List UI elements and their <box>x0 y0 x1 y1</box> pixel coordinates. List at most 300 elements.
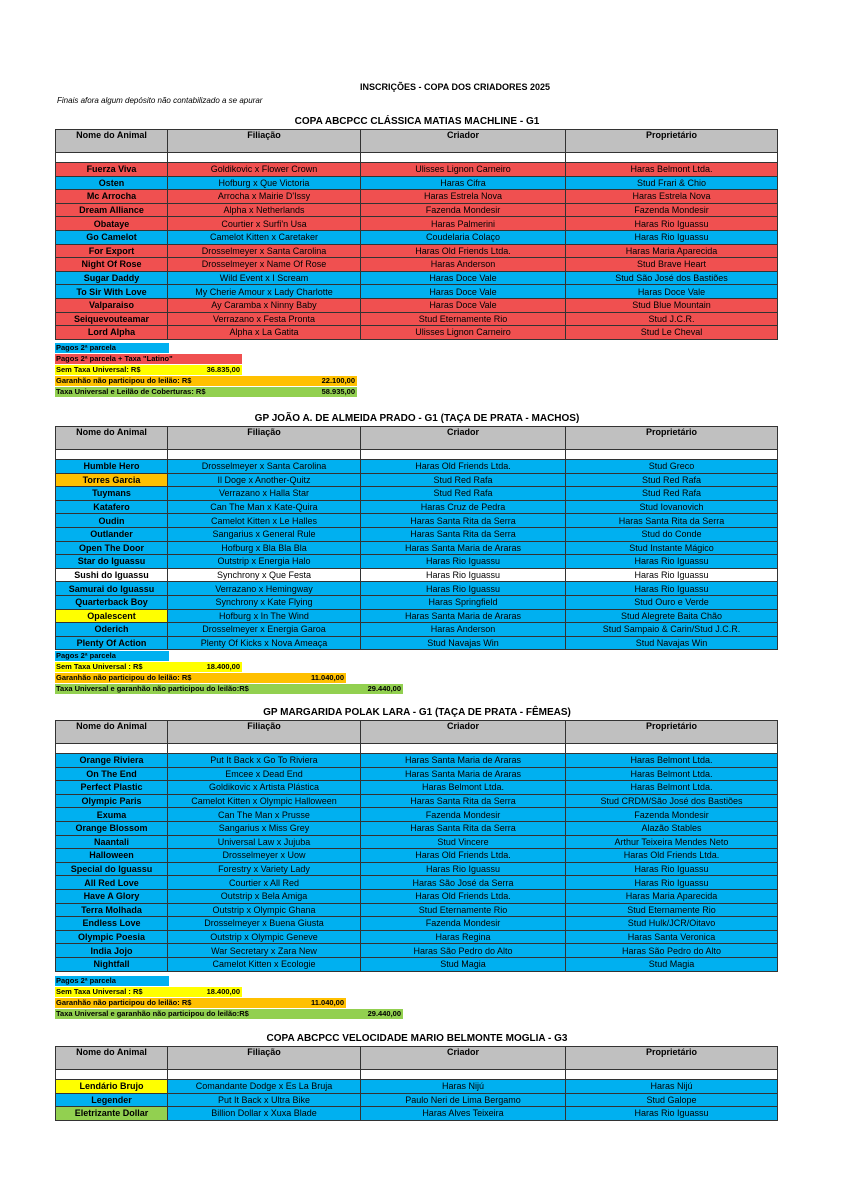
cell-proprietario: Stud São José dos Bastiões <box>566 271 778 285</box>
cell-criador: Haras São José da Serra <box>361 876 566 890</box>
cell-criador: Haras Cifra <box>361 176 566 190</box>
spacer-cell <box>361 450 566 460</box>
spacer-row <box>56 744 778 754</box>
main-title: INSCRIÇÕES - COPA DOS CRIADORES 2025 <box>359 82 551 92</box>
table-row <box>56 876 778 890</box>
cell-filiacao: Goldikovic x Artista Plástica <box>168 781 361 795</box>
column-header-filiacao: Filiação <box>168 721 361 744</box>
legend-label: Taxa Universal e garanhão não participou do leilão:R$ <box>56 1009 249 1018</box>
cell-filiacao: Camelot Kitten x Ecologie <box>168 957 361 971</box>
cell-filiacao: Comandante Dodge x Es La Bruja <box>168 1080 361 1094</box>
spacer-cell <box>566 153 778 163</box>
section-title: GP MARGARIDA POLAK LARA - G1 (TAÇA DE PRATA - FÊMEAS) <box>263 707 571 718</box>
spacer-cell <box>168 1070 361 1080</box>
cell-criador: Fazenda Mondesir <box>361 917 566 931</box>
legend-label: Sem Taxa Universal : R$ <box>56 662 143 671</box>
spacer-cell <box>361 1070 566 1080</box>
legend-label: Sem Taxa Universal: R$ <box>56 365 141 374</box>
cell-filiacao: Camelot Kitten x Olympic Halloween <box>168 794 361 808</box>
table-row <box>56 808 778 822</box>
legend-item <box>55 662 242 672</box>
cell-criador: Paulo Neri de Lima Bergamo <box>361 1093 566 1107</box>
column-header-filiacao: Filiação <box>168 130 361 153</box>
cell-name: Dream Alliance <box>56 203 168 217</box>
legend-item <box>55 365 242 375</box>
table-row <box>56 190 778 204</box>
column-header-criador: Criador <box>361 130 566 153</box>
cell-proprietario: Haras Old Friends Ltda. <box>566 849 778 863</box>
legend-value: 18.400,00 <box>206 987 240 996</box>
cell-proprietario: Stud do Conde <box>566 527 778 541</box>
cell-name: Quarterback Boy <box>56 595 168 609</box>
legend-item <box>55 998 346 1008</box>
cell-filiacao: Put It Back x Ultra Bike <box>168 1093 361 1107</box>
cell-criador: Haras Santa Maria de Araras <box>361 541 566 555</box>
legend-label: Taxa Universal e garanhão não participou do leilão:R$ <box>56 684 249 693</box>
table-row <box>56 889 778 903</box>
spacer-cell <box>168 744 361 754</box>
legend-label: Garanhão não participou do leilão: R$ <box>56 673 192 682</box>
legend-value: 29.440,00 <box>367 1009 401 1018</box>
cell-proprietario: Haras Belmont Ltda. <box>566 781 778 795</box>
cell-proprietario: Stud Red Rafa <box>566 473 778 487</box>
legend-value: 11.040,00 <box>311 998 344 1007</box>
cell-filiacao: Outstrip x Olympic Ghana <box>168 903 361 917</box>
cell-name: Torres Garcia <box>56 473 168 487</box>
cell-name: Exuma <box>56 808 168 822</box>
cell-proprietario: Haras Belmont Ltda. <box>566 754 778 768</box>
cell-proprietario: Haras Rio Iguassu <box>566 230 778 244</box>
cell-name: Obataye <box>56 217 168 231</box>
section-title: GP JOÃO A. DE ALMEIDA PRADO - G1 (TAÇA DE PRATA - MACHOS) <box>254 413 580 424</box>
cell-name: Star do Iguassu <box>56 555 168 569</box>
column-header-filiacao: Filiação <box>168 1047 361 1070</box>
cell-criador: Haras Santa Rita da Serra <box>361 821 566 835</box>
table-row <box>56 541 778 555</box>
registration-table <box>55 1046 778 1121</box>
cell-proprietario: Stud Ouro e Verde <box>566 595 778 609</box>
cell-filiacao: Can The Man x Prusse <box>168 808 361 822</box>
table-row <box>56 298 778 312</box>
cell-name: Perfect Plastic <box>56 781 168 795</box>
cell-name: Plenty Of Action <box>56 636 168 650</box>
table-row <box>56 203 778 217</box>
spacer-cell <box>56 153 168 163</box>
column-header-criador: Criador <box>361 427 566 450</box>
cell-criador: Haras Springfield <box>361 595 566 609</box>
column-header-name: Nome do Animal <box>56 1047 168 1070</box>
table-row <box>56 176 778 190</box>
cell-criador: Stud Eternamente Rio <box>361 903 566 917</box>
cell-filiacao: Alpha x Netherlands <box>168 203 361 217</box>
column-header-name: Nome do Animal <box>56 721 168 744</box>
column-header-name: Nome do Animal <box>56 130 168 153</box>
cell-proprietario: Stud Blue Mountain <box>566 298 778 312</box>
legend-item <box>55 976 169 986</box>
table-row <box>56 781 778 795</box>
cell-proprietario: Stud Sampaio & Carin/Stud J.C.R. <box>566 623 778 637</box>
cell-name: To Sir With Love <box>56 285 168 299</box>
table-row <box>56 944 778 958</box>
cell-criador: Haras Palmerini <box>361 217 566 231</box>
table-row <box>56 568 778 582</box>
cell-criador: Haras Santa Maria de Araras <box>361 609 566 623</box>
cell-filiacao: Alpha x La Gatita <box>168 326 361 340</box>
spacer-cell <box>566 1070 778 1080</box>
cell-criador: Haras Doce Vale <box>361 271 566 285</box>
cell-proprietario: Haras Maria Aparecida <box>566 244 778 258</box>
cell-name: Eletrizante Dollar <box>56 1107 168 1121</box>
table-row <box>56 460 778 474</box>
cell-name: Orange Riviera <box>56 754 168 768</box>
cell-proprietario: Haras Rio Iguassu <box>566 582 778 596</box>
cell-criador: Coudelaria Colaço <box>361 230 566 244</box>
cell-name: Samurai do Iguassu <box>56 582 168 596</box>
cell-proprietario: Stud CRDM/São José dos Bastiões <box>566 794 778 808</box>
legend-value: 58.935,00 <box>321 387 355 396</box>
cell-criador: Haras Old Friends Ltda. <box>361 849 566 863</box>
table-row <box>56 835 778 849</box>
spacer-cell <box>56 744 168 754</box>
spacer-cell <box>361 744 566 754</box>
cell-filiacao: Verrazano x Hemingway <box>168 582 361 596</box>
table-header-row <box>56 130 778 153</box>
cell-filiacao: Universal Law x Jujuba <box>168 835 361 849</box>
cell-name: Olympic Paris <box>56 794 168 808</box>
table-row <box>56 326 778 340</box>
cell-name: Lendário Brujo <box>56 1080 168 1094</box>
cell-filiacao: Courtier x Surfi'n Usa <box>168 217 361 231</box>
legend-item <box>55 354 242 364</box>
cell-criador: Stud Navajas Win <box>361 636 566 650</box>
cell-name: Fuerza Viva <box>56 163 168 177</box>
table-row <box>56 487 778 501</box>
cell-name: Valparaiso <box>56 298 168 312</box>
cell-proprietario: Stud Alegrete Baita Chão <box>566 609 778 623</box>
spacer-cell <box>168 450 361 460</box>
cell-name: Oudin <box>56 514 168 528</box>
cell-proprietario: Haras Rio Iguassu <box>566 876 778 890</box>
table-row <box>56 258 778 272</box>
column-header-filiacao: Filiação <box>168 427 361 450</box>
legend-value: 29.440,00 <box>367 684 401 693</box>
cell-criador: Haras Doce Vale <box>361 298 566 312</box>
cell-name: Tuymans <box>56 487 168 501</box>
legend-value: 36.835,00 <box>206 365 240 374</box>
cell-criador: Haras Santa Maria de Araras <box>361 767 566 781</box>
table-row <box>56 312 778 326</box>
cell-proprietario: Stud Frari & Chio <box>566 176 778 190</box>
cell-name: Olympic Poesia <box>56 930 168 944</box>
cell-filiacao: Courtier x All Red <box>168 876 361 890</box>
cell-proprietario: Haras Nijú <box>566 1080 778 1094</box>
cell-filiacao: Drosselmeyer x Energia Garoa <box>168 623 361 637</box>
cell-proprietario: Haras Rio Iguassu <box>566 217 778 231</box>
cell-name: Halloween <box>56 849 168 863</box>
legend-value: 18.400,00 <box>206 662 240 671</box>
table-row <box>56 271 778 285</box>
cell-name: Naantali <box>56 835 168 849</box>
cell-filiacao: Outstrip x Bela Amiga <box>168 889 361 903</box>
cell-proprietario: Haras Belmont Ltda. <box>566 767 778 781</box>
cell-filiacao: Hofburg x In The Wind <box>168 609 361 623</box>
cell-name: Opalescent <box>56 609 168 623</box>
spacer-cell <box>361 153 566 163</box>
cell-filiacao: Arrocha x Mairie D'Issy <box>168 190 361 204</box>
cell-criador: Haras Santa Rita da Serra <box>361 514 566 528</box>
cell-name: Oderich <box>56 623 168 637</box>
cell-criador: Haras Rio Iguassu <box>361 862 566 876</box>
spacer-cell <box>566 450 778 460</box>
table-row <box>56 849 778 863</box>
cell-proprietario: Haras Maria Aparecida <box>566 889 778 903</box>
cell-filiacao: Camelot Kitten x Caretaker <box>168 230 361 244</box>
cell-proprietario: Stud Instante Mágico <box>566 541 778 555</box>
cell-name: Nightfall <box>56 957 168 971</box>
cell-criador: Haras Cruz de Pedra <box>361 500 566 514</box>
legend-label: Pagos 2ª parcela <box>56 343 116 352</box>
cell-proprietario: Stud Le Cheval <box>566 326 778 340</box>
table-row <box>56 609 778 623</box>
cell-proprietario: Haras Estrela Nova <box>566 190 778 204</box>
registration-table <box>55 720 778 972</box>
table-row <box>56 1107 778 1121</box>
cell-proprietario: Stud Red Rafa <box>566 487 778 501</box>
legend-item <box>55 987 242 997</box>
cell-criador: Ulisses Lignon Carneiro <box>361 326 566 340</box>
table-header-row <box>56 427 778 450</box>
cell-criador: Haras Doce Vale <box>361 285 566 299</box>
cell-criador: Stud Red Rafa <box>361 487 566 501</box>
cell-name: Special do Iguassu <box>56 862 168 876</box>
cell-name: Sushi do Iguassu <box>56 568 168 582</box>
cell-proprietario: Stud Greco <box>566 460 778 474</box>
column-header-proprietario: Proprietário <box>566 130 778 153</box>
table-row <box>56 623 778 637</box>
cell-name: For Export <box>56 244 168 258</box>
cell-proprietario: Stud Iovanovich <box>566 500 778 514</box>
spacer-row <box>56 1070 778 1080</box>
cell-proprietario: Fazenda Mondesir <box>566 203 778 217</box>
cell-proprietario: Haras São Pedro do Alto <box>566 944 778 958</box>
cell-name: Open The Door <box>56 541 168 555</box>
spacer-row <box>56 450 778 460</box>
legend-value: 22.100,00 <box>321 376 355 385</box>
cell-filiacao: Forestry x Variety Lady <box>168 862 361 876</box>
cell-criador: Haras Estrela Nova <box>361 190 566 204</box>
cell-proprietario: Haras Rio Iguassu <box>566 862 778 876</box>
cell-criador: Stud Eternamente Rio <box>361 312 566 326</box>
legend-item <box>55 387 357 397</box>
cell-proprietario: Haras Santa Veronica <box>566 930 778 944</box>
cell-filiacao: Drosselmeyer x Uow <box>168 849 361 863</box>
cell-filiacao: Can The Man x Kate-Quira <box>168 500 361 514</box>
table-row <box>56 930 778 944</box>
cell-proprietario: Alazão Stables <box>566 821 778 835</box>
column-header-proprietario: Proprietário <box>566 1047 778 1070</box>
table-row <box>56 794 778 808</box>
cell-criador: Haras Santa Rita da Serra <box>361 794 566 808</box>
cell-name: Orange Blossom <box>56 821 168 835</box>
cell-filiacao: Sangarius x General Rule <box>168 527 361 541</box>
cell-criador: Fazenda Mondesir <box>361 808 566 822</box>
cell-criador: Haras Old Friends Ltda. <box>361 889 566 903</box>
cell-criador: Fazenda Mondesir <box>361 203 566 217</box>
cell-proprietario: Haras Belmont Ltda. <box>566 163 778 177</box>
cell-filiacao: Il Doge x Another-Quitz <box>168 473 361 487</box>
column-header-proprietario: Proprietário <box>566 721 778 744</box>
cell-name: Outlander <box>56 527 168 541</box>
cell-filiacao: Drosselmeyer x Santa Carolina <box>168 244 361 258</box>
cell-criador: Haras Anderson <box>361 258 566 272</box>
spacer-cell <box>56 450 168 460</box>
legend-label: Pagos 2ª parcela <box>56 976 116 985</box>
table-row <box>56 527 778 541</box>
cell-proprietario: Stud J.C.R. <box>566 312 778 326</box>
cell-filiacao: Outstrip x Energia Halo <box>168 555 361 569</box>
table-row <box>56 285 778 299</box>
cell-proprietario: Stud Brave Heart <box>566 258 778 272</box>
cell-proprietario: Stud Magia <box>566 957 778 971</box>
cell-proprietario: Haras Rio Iguassu <box>566 555 778 569</box>
cell-filiacao: Verrazano x Halla Star <box>168 487 361 501</box>
column-header-criador: Criador <box>361 1047 566 1070</box>
cell-filiacao: Goldikovic x Flower Crown <box>168 163 361 177</box>
table-row <box>56 1093 778 1107</box>
table-row <box>56 217 778 231</box>
table-row <box>56 1080 778 1094</box>
cell-criador: Haras Regina <box>361 930 566 944</box>
cell-criador: Haras São Pedro do Alto <box>361 944 566 958</box>
cell-filiacao: Hofburg x Bla Bla Bla <box>168 541 361 555</box>
cell-name: Sugar Daddy <box>56 271 168 285</box>
registration-table <box>55 426 778 650</box>
spacer-cell <box>56 1070 168 1080</box>
column-header-proprietario: Proprietário <box>566 427 778 450</box>
cell-proprietario: Haras Rio Iguassu <box>566 1107 778 1121</box>
cell-filiacao: Hofburg x Que Victoria <box>168 176 361 190</box>
cell-name: Seiquevouteamar <box>56 312 168 326</box>
table-row <box>56 163 778 177</box>
cell-filiacao: Ay Caramba x Ninny Baby <box>168 298 361 312</box>
cell-proprietario: Stud Navajas Win <box>566 636 778 650</box>
table-row <box>56 767 778 781</box>
cell-name: On The End <box>56 767 168 781</box>
spacer-cell <box>566 744 778 754</box>
cell-filiacao: My Cherie Amour x Lady Charlotte <box>168 285 361 299</box>
cell-proprietario: Stud Hulk/JCR/Oitavo <box>566 917 778 931</box>
cell-criador: Haras Alves Teixeira <box>361 1107 566 1121</box>
legend-item <box>55 1009 403 1019</box>
cell-criador: Haras Rio Iguassu <box>361 555 566 569</box>
cell-criador: Haras Anderson <box>361 623 566 637</box>
table-row <box>56 957 778 971</box>
cell-filiacao: Verrazano x Festa Pronta <box>168 312 361 326</box>
cell-name: India Jojo <box>56 944 168 958</box>
cell-proprietario: Stud Eternamente Rio <box>566 903 778 917</box>
cell-filiacao: Drosselmeyer x Name Of Rose <box>168 258 361 272</box>
table-row <box>56 473 778 487</box>
table-row <box>56 582 778 596</box>
cell-filiacao: Billion Dollar x Xuxa Blade <box>168 1107 361 1121</box>
cell-name: Osten <box>56 176 168 190</box>
cell-name: Have A Glory <box>56 889 168 903</box>
table-row <box>56 595 778 609</box>
cell-filiacao: Synchrony x Que Festa <box>168 568 361 582</box>
legend-label: Sem Taxa Universal : R$ <box>56 987 143 996</box>
cell-criador: Haras Nijú <box>361 1080 566 1094</box>
section-title: COPA ABCPCC VELOCIDADE MARIO BELMONTE MOGLIA - G3 <box>266 1033 568 1044</box>
registration-table <box>55 129 778 340</box>
note-text: Finais afora algum depósito não contabilizado a se apurar <box>57 96 263 105</box>
table-row <box>56 555 778 569</box>
legend-label: Pagos 2ª parcela + Taxa "Latino" <box>56 354 173 363</box>
cell-filiacao: Synchrony x Kate Flying <box>168 595 361 609</box>
column-header-name: Nome do Animal <box>56 427 168 450</box>
cell-criador: Haras Santa Maria de Araras <box>361 754 566 768</box>
cell-filiacao: Sangarius x Miss Grey <box>168 821 361 835</box>
cell-criador: Stud Red Rafa <box>361 473 566 487</box>
cell-name: Katafero <box>56 500 168 514</box>
cell-filiacao: Drosselmeyer x Buena Giusta <box>168 917 361 931</box>
cell-proprietario: Haras Doce Vale <box>566 285 778 299</box>
cell-name: Go Camelot <box>56 230 168 244</box>
table-row <box>56 500 778 514</box>
cell-filiacao: Plenty Of Kicks x Nova Ameaça <box>168 636 361 650</box>
table-row <box>56 821 778 835</box>
table-row <box>56 244 778 258</box>
cell-filiacao: Outstrip x Olympic Geneve <box>168 930 361 944</box>
legend-value: 11.040,00 <box>311 673 344 682</box>
cell-criador: Haras Belmont Ltda. <box>361 781 566 795</box>
legend-item <box>55 684 403 694</box>
cell-filiacao: Put It Back x Go To Riviera <box>168 754 361 768</box>
cell-name: Lord Alpha <box>56 326 168 340</box>
table-row <box>56 862 778 876</box>
cell-criador: Stud Vincere <box>361 835 566 849</box>
cell-filiacao: Camelot Kitten x Le Halles <box>168 514 361 528</box>
section-title: COPA ABCPCC CLÁSSICA MATIAS MACHLINE - G1 <box>294 116 540 127</box>
cell-criador: Haras Old Friends Ltda. <box>361 244 566 258</box>
legend-item <box>55 651 169 661</box>
column-header-criador: Criador <box>361 721 566 744</box>
cell-criador: Haras Santa Rita da Serra <box>361 527 566 541</box>
cell-filiacao: Drosselmeyer x Santa Carolina <box>168 460 361 474</box>
legend-item <box>55 376 357 386</box>
table-header-row <box>56 721 778 744</box>
cell-criador: Stud Magia <box>361 957 566 971</box>
legend-label: Pagos 2ª parcela <box>56 651 116 660</box>
cell-proprietario: Stud Galope <box>566 1093 778 1107</box>
spacer-cell <box>168 153 361 163</box>
table-row <box>56 917 778 931</box>
table-row <box>56 903 778 917</box>
cell-proprietario: Haras Rio Iguassu <box>566 568 778 582</box>
cell-proprietario: Haras Santa Rita da Serra <box>566 514 778 528</box>
cell-criador: Ulisses Lignon Carneiro <box>361 163 566 177</box>
cell-proprietario: Arthur Teixeira Mendes Neto <box>566 835 778 849</box>
legend-item <box>55 673 346 683</box>
cell-criador: Haras Rio Iguassu <box>361 582 566 596</box>
cell-proprietario: Fazenda Mondesir <box>566 808 778 822</box>
cell-criador: Haras Old Friends Ltda. <box>361 460 566 474</box>
legend-label: Garanhão não participou do leilão: R$ <box>56 998 192 1007</box>
cell-name: All Red Love <box>56 876 168 890</box>
table-row <box>56 754 778 768</box>
cell-name: Endless Love <box>56 917 168 931</box>
legend-label: Garanhão não participou do leilão: R$ <box>56 376 192 385</box>
cell-filiacao: Emcee x Dead End <box>168 767 361 781</box>
